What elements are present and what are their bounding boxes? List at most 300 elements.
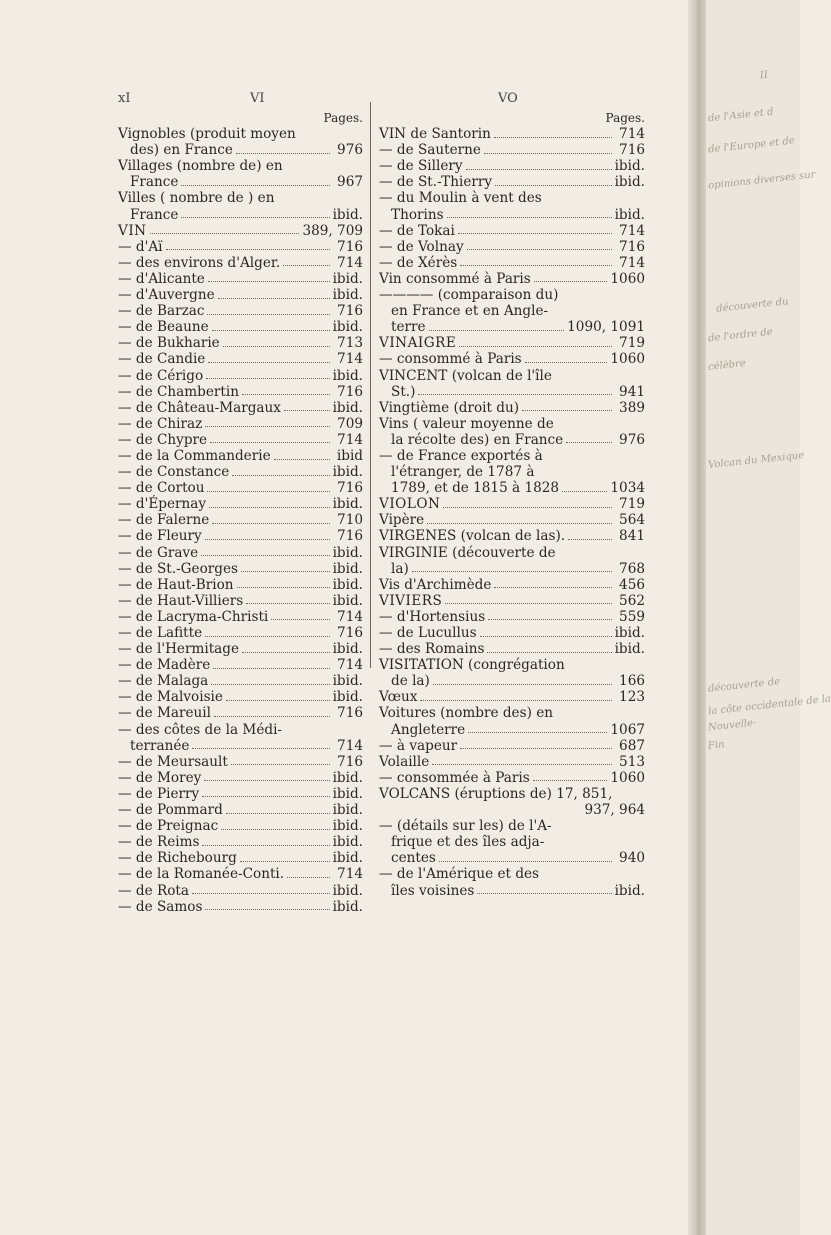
index-entry	[379, 657, 645, 689]
index-entry	[379, 158, 645, 174]
entry-text: St.)	[391, 383, 416, 400]
facing-page-fragment: II	[759, 69, 769, 82]
entry-text: Thorins	[391, 206, 444, 223]
index-entry	[118, 883, 363, 899]
dot-leader	[205, 539, 330, 540]
index-entry	[118, 384, 363, 400]
index-entry	[118, 593, 363, 609]
dot-leader	[568, 539, 612, 540]
entry-text: terre	[391, 319, 426, 336]
index-entry	[379, 368, 645, 400]
dot-leader	[237, 587, 330, 588]
page-number: 166	[619, 673, 645, 690]
index-entry	[118, 448, 363, 464]
index-entry	[379, 738, 645, 754]
index-column-right	[379, 110, 645, 899]
index-entry	[118, 368, 363, 384]
index-entry	[118, 303, 363, 319]
entry-text: en France et en Angle-	[391, 303, 549, 320]
index-entry	[118, 609, 363, 625]
index-entry	[379, 528, 645, 544]
dot-leader	[495, 185, 612, 186]
page-number: 389	[619, 399, 645, 416]
running-head-right: VO	[498, 91, 518, 106]
index-entry	[379, 335, 645, 351]
page-number: 941	[619, 383, 645, 400]
entry-text: VIN	[118, 222, 147, 239]
page-number: ibid.	[332, 850, 363, 867]
index-entry	[118, 158, 363, 190]
index-entry	[118, 673, 363, 689]
facing-page-fragment: découverte du	[715, 296, 790, 315]
page-number: 564	[619, 512, 645, 529]
entry-text: VIRGINIE (découverte de	[379, 544, 556, 561]
dot-leader	[284, 410, 330, 411]
entry-text: 1789, et de 1815 à 1828	[391, 480, 560, 497]
entry-text: — de Bukharie	[118, 335, 220, 352]
entry-text: — des côtes de la Médi-	[118, 721, 283, 738]
facing-page-fragment: de l'ordre de	[707, 326, 774, 345]
page-number: 841	[619, 528, 645, 545]
dot-leader	[429, 330, 565, 331]
entry-text: — de la Commanderie	[118, 447, 271, 464]
page-number: ibid.	[332, 592, 363, 609]
dot-leader	[460, 265, 612, 266]
dot-leader	[207, 314, 330, 315]
index-entry	[118, 255, 363, 271]
entry-text: — d'Alicante	[118, 270, 205, 287]
index-entry	[379, 400, 645, 416]
page-number: 713	[337, 335, 363, 352]
facing-page-fragment: opinions diverses sur	[707, 169, 816, 192]
index-entry	[379, 609, 645, 625]
dot-leader	[468, 732, 607, 733]
dot-leader	[246, 603, 329, 604]
entry-text: — de Xérès	[379, 254, 458, 271]
dot-leader	[242, 394, 330, 395]
entry-text: — d'Aï	[118, 238, 163, 255]
entry-text: — de Beaune	[118, 319, 209, 336]
pages-label: Pages.	[323, 111, 363, 125]
dot-leader	[208, 362, 330, 363]
index-entry	[118, 866, 363, 882]
index-entry	[118, 834, 363, 850]
entry-text: — de Lacryma-Christi	[118, 608, 269, 625]
dot-leader	[494, 587, 612, 588]
page-number: 716	[337, 625, 363, 641]
entry-text: — de Falerne	[118, 512, 210, 529]
page-number: ibid.	[332, 689, 363, 706]
entry-text: — de Meursault	[118, 753, 228, 770]
page-number: 716	[337, 528, 363, 545]
page-number: 687	[619, 737, 645, 754]
entry-text: — de Lucullus	[379, 625, 477, 641]
entry-text: France	[130, 206, 179, 223]
entry-text: — de Pommard	[118, 802, 223, 819]
dot-leader	[562, 491, 607, 492]
index-column-left	[118, 110, 363, 915]
page-number: 1060	[610, 270, 645, 287]
dot-leader	[205, 909, 329, 910]
page-number: ibid.	[332, 785, 363, 802]
dot-leader	[202, 845, 329, 846]
dot-leader	[181, 217, 329, 218]
pages-label: Pages.	[605, 111, 645, 125]
entry-text: — de Madère	[118, 657, 211, 674]
entry-text: — de Richebourg	[118, 850, 237, 867]
page-number: ibid.	[614, 158, 645, 175]
dot-leader	[412, 571, 612, 572]
dot-leader	[420, 700, 612, 701]
index-entry	[379, 786, 645, 802]
page-number: ibid.	[614, 882, 645, 899]
dot-leader	[418, 394, 612, 395]
entry-text: frique et des îles adja-	[391, 834, 545, 851]
page-number: 716	[619, 142, 645, 159]
entry-text: — de Candie	[118, 351, 206, 368]
index-entry	[379, 545, 645, 577]
dot-leader	[202, 796, 329, 797]
index-entry	[118, 432, 363, 448]
page-number: 714	[619, 126, 645, 143]
page-number: ibid.	[332, 641, 363, 658]
dot-leader	[204, 780, 329, 781]
entry-text: la récolte des) en France	[391, 431, 564, 448]
facing-page-fragment: découverte de	[707, 676, 781, 695]
dot-leader	[223, 346, 330, 347]
index-entry	[118, 722, 363, 754]
index-entry	[379, 223, 645, 239]
dot-leader	[214, 716, 330, 717]
page-number: ibid.	[332, 287, 363, 304]
index-entry	[118, 754, 363, 770]
entry-text: — de St.-Thierry	[379, 174, 493, 191]
dot-leader	[205, 636, 330, 637]
index-entry	[118, 561, 363, 577]
index-entry	[118, 770, 363, 786]
entry-text: Volaille	[379, 753, 430, 770]
index-entry	[379, 754, 645, 770]
index-entry	[379, 142, 645, 158]
entry-text: centes	[391, 850, 436, 867]
index-entry	[118, 512, 363, 528]
page-number: 714	[619, 254, 645, 271]
index-entry	[118, 625, 363, 641]
dot-leader	[439, 861, 612, 862]
page-number: ibid.	[332, 673, 363, 690]
page-number: ibid.	[332, 882, 363, 899]
dot-leader	[236, 153, 330, 154]
entry-text: — de Chypre	[118, 431, 208, 448]
page-number: ibid.	[332, 576, 363, 593]
entry-text: — de la Romanée-Conti.	[118, 866, 285, 883]
entry-text: — de Chiraz	[118, 415, 203, 432]
dot-leader	[534, 281, 608, 282]
page-number: 768	[619, 560, 645, 577]
dot-leader	[494, 137, 612, 138]
index-entry	[118, 802, 363, 818]
dot-leader	[212, 523, 330, 524]
page-number: 709	[337, 415, 363, 432]
entry-text: — de Malaga	[118, 673, 209, 690]
page-number: 562	[619, 592, 645, 609]
page-number: ibid.	[332, 496, 363, 513]
page-number: 967	[337, 174, 363, 191]
dot-leader	[487, 652, 611, 653]
page-number: 714	[337, 351, 363, 368]
entry-text: — de Constance	[118, 464, 230, 481]
dot-leader	[232, 475, 329, 476]
page-number: ibid.	[332, 206, 363, 223]
dot-leader	[459, 346, 612, 347]
dot-leader	[226, 700, 330, 701]
dot-leader	[433, 684, 612, 685]
page-number: 716	[337, 480, 363, 497]
index-entry	[118, 319, 363, 335]
page-number: ibid.	[614, 625, 645, 641]
page-number: 716	[619, 238, 645, 255]
entry-text: — de l'Hermitage	[118, 641, 240, 658]
entry-text: ———— (comparaison du)	[379, 287, 559, 304]
entry-text: — de Preignac	[118, 818, 219, 835]
entry-text: — de Sillery	[379, 158, 463, 175]
dot-leader	[488, 619, 612, 620]
index-entry	[118, 496, 363, 512]
entry-text: Vignobles (produit moyen	[118, 126, 296, 143]
index-entry	[379, 577, 645, 593]
entry-text: — de Mareuil	[118, 705, 211, 722]
page-number: ibid.	[332, 834, 363, 851]
index-entry	[118, 464, 363, 480]
page-number: 719	[619, 335, 645, 352]
dot-leader	[241, 571, 330, 572]
entry-text: Vipère	[379, 512, 425, 529]
index-entry	[118, 416, 363, 432]
entry-text: — consommée à Paris	[379, 769, 530, 786]
index-entry	[118, 899, 363, 915]
page-number: 716	[337, 303, 363, 320]
page-number: ibid.	[332, 818, 363, 835]
page-number: 1090, 1091	[567, 319, 645, 336]
page-number: ibid.	[332, 898, 363, 915]
page-number: ibid.	[332, 367, 363, 384]
entry-text: — de Haut-Brion	[118, 576, 234, 593]
index-entry	[379, 625, 645, 641]
page-number: 714	[619, 222, 645, 239]
page-number: 559	[619, 608, 645, 625]
entry-text: — de Haut-Villiers	[118, 592, 244, 609]
dot-leader	[201, 555, 329, 556]
index-entry	[118, 786, 363, 802]
entry-text: Vingtième (droit du)	[379, 399, 520, 416]
page-number: ibid.	[332, 560, 363, 577]
dot-leader	[443, 507, 612, 508]
entry-text: — (détails sur les) de l'A-	[379, 818, 552, 835]
page-number: 716	[337, 753, 363, 770]
index-entry	[379, 866, 645, 898]
page-number: 716	[337, 705, 363, 722]
index-entry	[118, 287, 363, 303]
column-rule	[370, 102, 371, 668]
index-entry	[379, 496, 645, 512]
entry-text: — de Cortou	[118, 480, 205, 497]
index-entry	[379, 705, 645, 737]
facing-page-fragment: Nouvelle-	[707, 717, 757, 734]
page-number: 714	[337, 657, 363, 674]
entry-text: VINCENT (volcan de l'île	[379, 367, 552, 384]
page-number: 123	[619, 689, 645, 706]
index-entry	[118, 689, 363, 705]
dot-leader	[205, 426, 330, 427]
entry-text: — du Moulin à vent des	[379, 190, 542, 207]
dot-leader	[213, 668, 330, 669]
dot-leader	[150, 233, 300, 234]
page-number: 513	[619, 753, 645, 770]
index-entry	[379, 512, 645, 528]
entry-text: — de Tokai	[379, 222, 455, 239]
page-number: ibid.	[614, 641, 645, 658]
index-entry	[379, 174, 645, 190]
dot-leader	[274, 459, 330, 460]
index-entry	[379, 593, 645, 609]
page-number: 716	[337, 238, 363, 255]
entry-text: — d'Hortensius	[379, 608, 486, 625]
entry-text: — de Sauterne	[379, 142, 481, 159]
page-number: 714	[337, 737, 363, 754]
entry-text: VIOLON	[379, 496, 441, 513]
facing-page-fragment: Fin	[707, 739, 726, 752]
dot-leader	[525, 362, 608, 363]
index-entry	[379, 126, 645, 142]
index-entry	[118, 818, 363, 834]
entry-text: — de France exportés à	[379, 447, 543, 464]
dot-leader	[181, 185, 330, 186]
dot-leader	[484, 153, 612, 154]
index-entry	[118, 400, 363, 416]
index-entry	[118, 335, 363, 351]
index-entry	[379, 448, 645, 496]
index-entry	[118, 126, 363, 158]
entry-text: VINAIGRE	[379, 335, 457, 352]
entry-text: Villes ( nombre de ) en	[118, 190, 275, 207]
page-number: ibid.	[332, 802, 363, 819]
entry-text: — à vapeur	[379, 737, 458, 754]
facing-page-fragment: la côte occidentale de la	[707, 693, 831, 718]
dot-leader	[226, 813, 330, 814]
entry-text: — de Pierry	[118, 785, 200, 802]
dot-leader	[240, 861, 330, 862]
page-number: 456	[619, 576, 645, 593]
page-number: 976	[337, 142, 363, 159]
entry-text: Villages (nombre de) en	[118, 158, 283, 175]
dot-leader	[460, 748, 612, 749]
book-gutter	[688, 0, 706, 1235]
dot-leader	[231, 764, 330, 765]
entry-text: VIN de Santorin	[379, 126, 491, 143]
dot-leader	[477, 893, 611, 894]
entry-text: — de Chambertin	[118, 383, 239, 400]
entry-text: France	[130, 174, 179, 191]
index-entry	[379, 255, 645, 271]
index-entry	[118, 528, 363, 544]
page-number: 1060	[610, 351, 645, 368]
page-number: 937, 964	[584, 802, 645, 819]
entry-text: — de Château-Margaux	[118, 399, 281, 416]
entry-text: — consommé à Paris	[379, 351, 522, 368]
entry-text: la)	[391, 560, 409, 577]
entry-text: — d'Auvergne	[118, 287, 215, 304]
index-entry	[118, 223, 363, 239]
page-number: 1034	[610, 480, 645, 497]
entry-text: terranée	[130, 737, 190, 754]
entry-text: VIVIERS	[379, 592, 443, 609]
dot-leader	[192, 893, 330, 894]
index-entry	[379, 641, 645, 657]
entry-text: — de Grave	[118, 544, 199, 561]
dot-leader	[208, 281, 330, 282]
facing-page-fragment: célèbre	[707, 358, 747, 373]
dot-leader	[210, 442, 330, 443]
index-entry	[118, 850, 363, 866]
page-number: ibid.	[332, 464, 363, 481]
page-number: 940	[619, 850, 645, 867]
entry-text: — de Rota	[118, 882, 189, 899]
entry-text: — de Fleury	[118, 528, 202, 545]
dot-leader	[242, 652, 330, 653]
dot-leader	[212, 330, 330, 331]
index-entry	[379, 190, 645, 222]
page-number: 976	[619, 431, 645, 448]
index-entry	[118, 641, 363, 657]
index-entry	[379, 351, 645, 367]
dot-leader	[522, 410, 612, 411]
entry-text: VOLCANS (éruptions de) 17, 851,	[379, 785, 613, 802]
entry-text: — de Reims	[118, 834, 200, 851]
page-number: 389, 709	[302, 222, 363, 239]
page-number: 1067	[610, 721, 645, 738]
dot-leader	[566, 442, 612, 443]
dot-leader	[427, 523, 612, 524]
entry-text: — de Malvoisie	[118, 689, 223, 706]
dot-leader	[287, 877, 330, 878]
dot-leader	[283, 265, 330, 266]
page-number: 719	[619, 496, 645, 513]
page-number: ibid.	[332, 270, 363, 287]
index-entry	[379, 239, 645, 255]
dot-leader	[466, 169, 612, 170]
entry-text: — de Cérigo	[118, 367, 204, 384]
index-entry	[118, 190, 363, 222]
page-number: 714	[337, 866, 363, 883]
dot-leader	[458, 233, 612, 234]
dot-leader	[192, 748, 330, 749]
dot-leader	[207, 491, 330, 492]
dot-leader	[432, 764, 612, 765]
page-number: ibid.	[614, 206, 645, 223]
page-number: 710	[337, 512, 363, 529]
entry-text: — des Romains	[379, 641, 485, 658]
page-number: 716	[337, 383, 363, 400]
index-entry	[379, 770, 645, 786]
entry-text: de la)	[391, 673, 430, 690]
index-entry	[379, 271, 645, 287]
index-entry	[379, 416, 645, 448]
page-number: ibid.	[332, 769, 363, 786]
entry-text: îles voisines	[391, 882, 475, 899]
dot-leader	[447, 217, 612, 218]
entry-text: l'étranger, de 1787 à	[391, 464, 535, 481]
running-head-left: VI	[250, 91, 265, 106]
